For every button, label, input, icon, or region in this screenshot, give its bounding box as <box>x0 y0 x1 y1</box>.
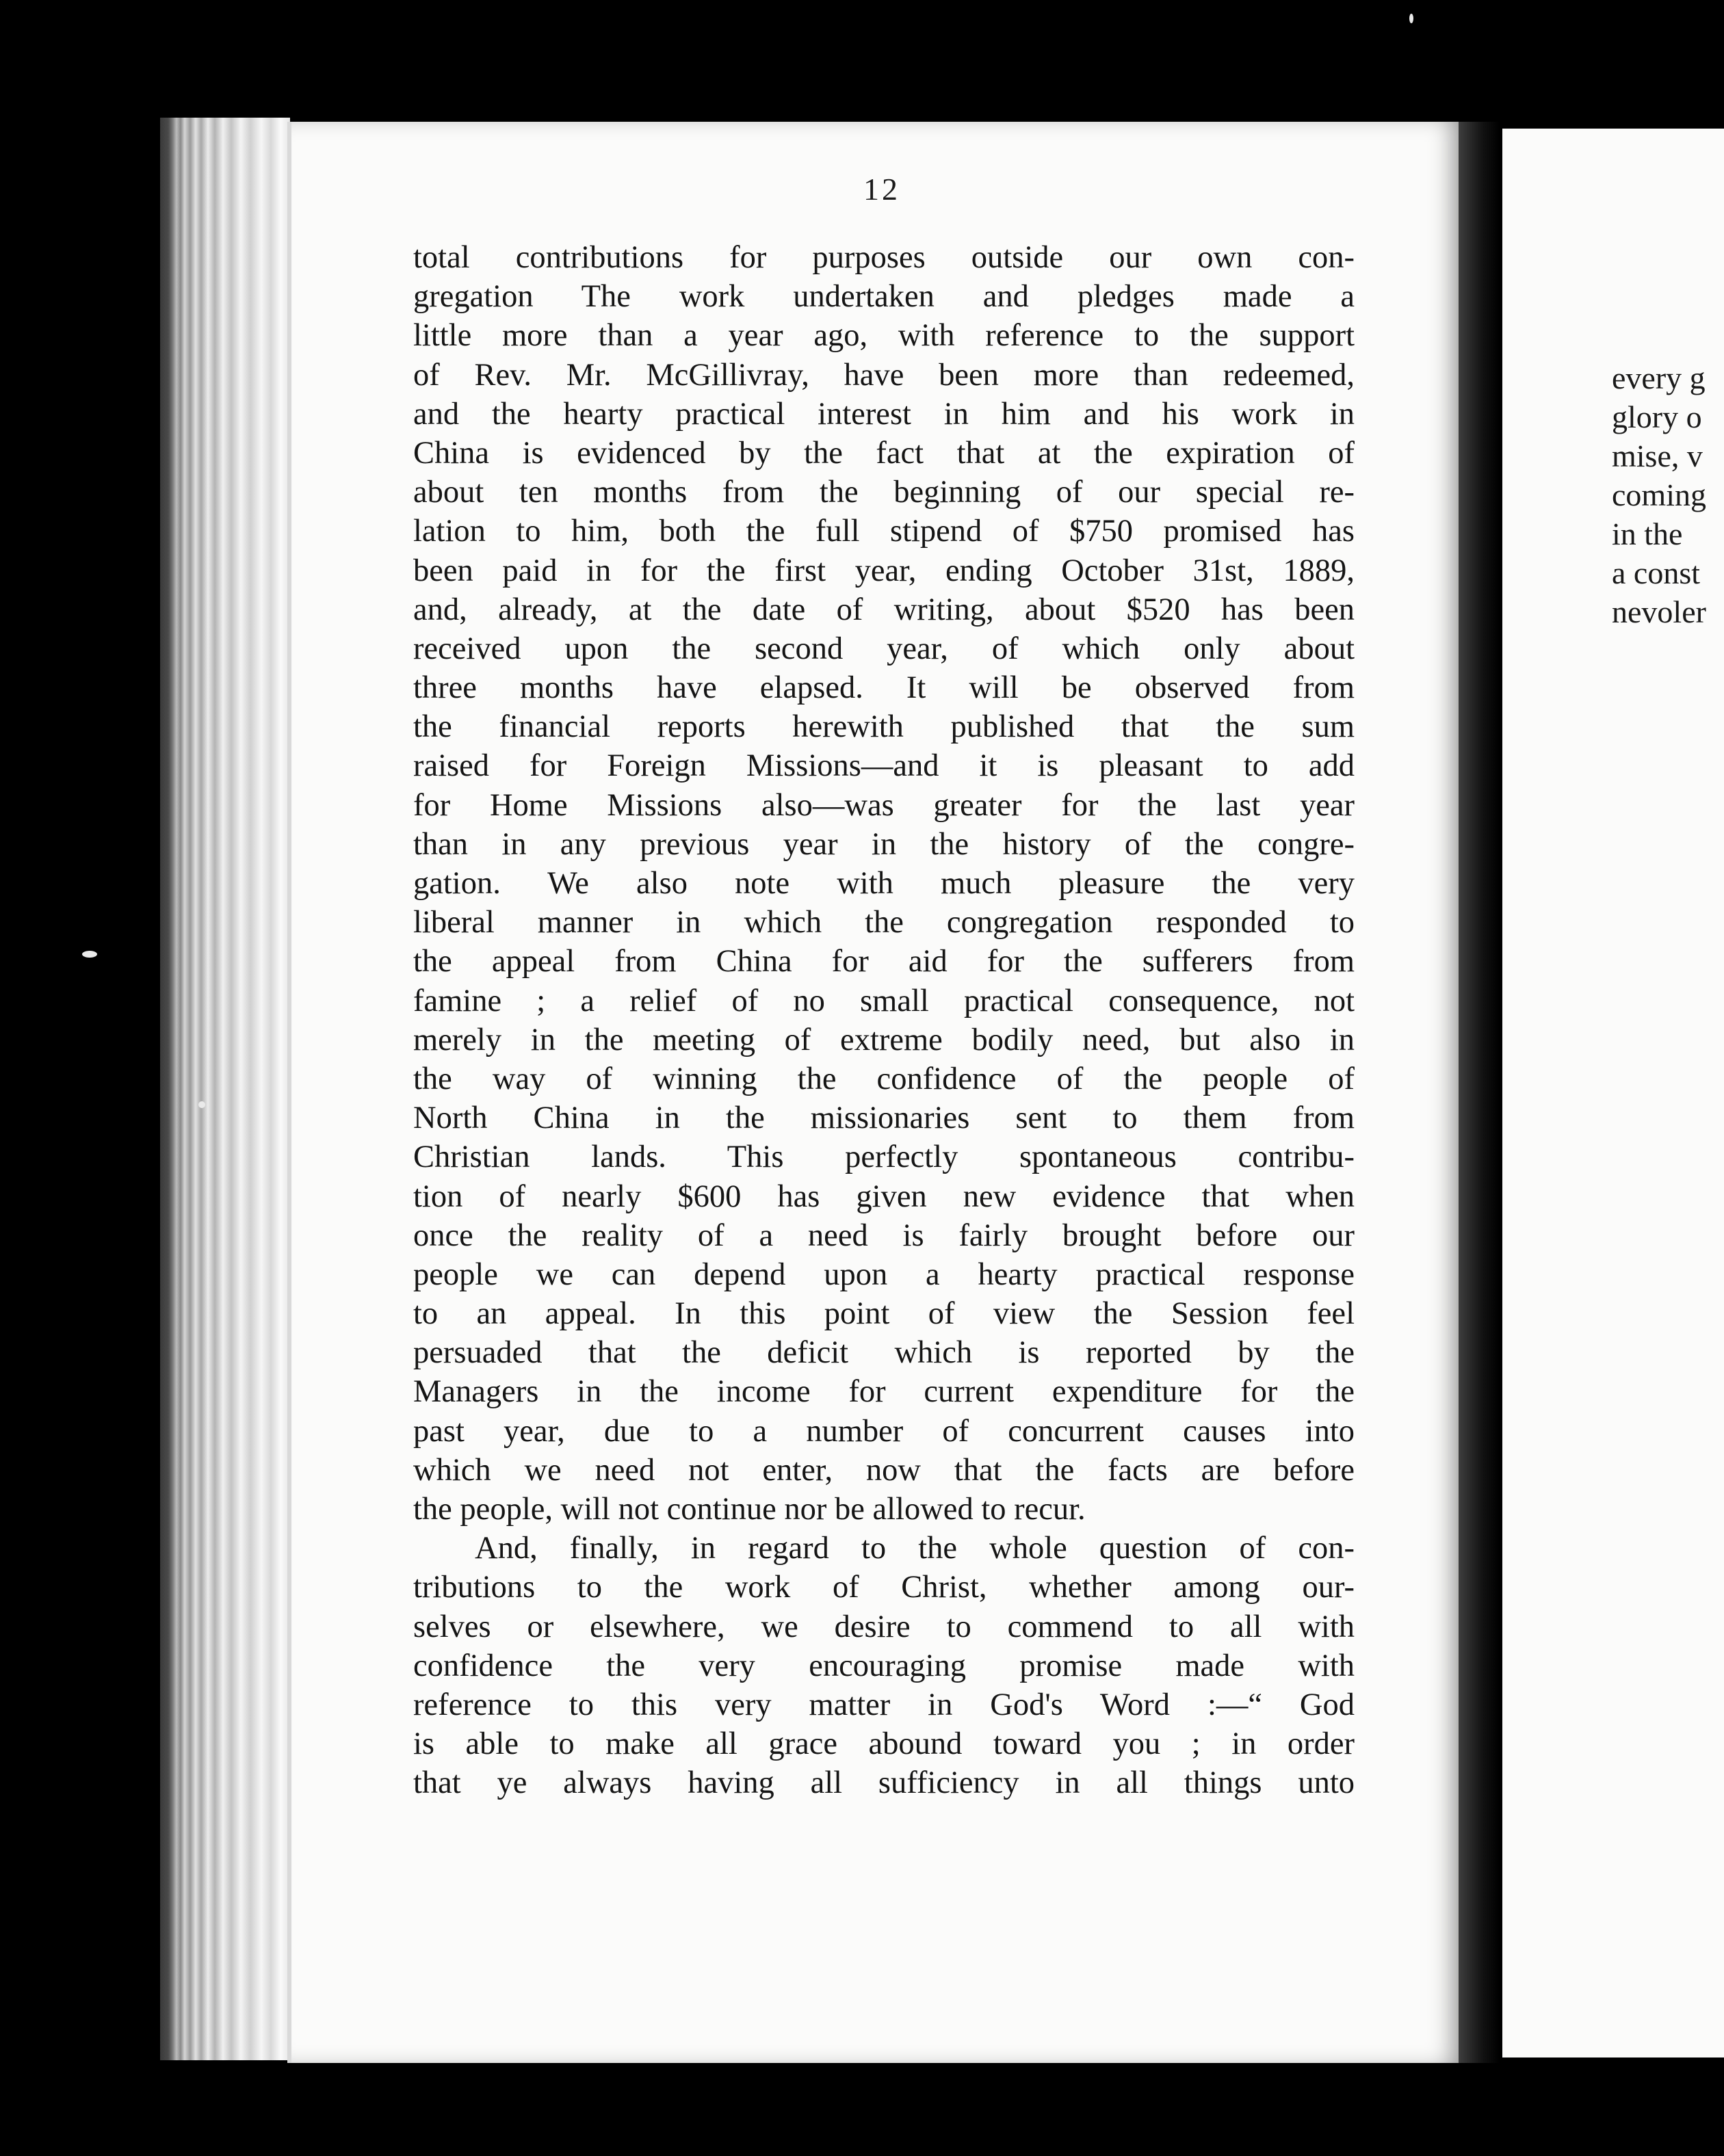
facing-line: coming <box>1612 477 1706 512</box>
text-line: lation to him, both the full stipend of $750 promised has <box>413 514 1355 549</box>
text-line: tion of nearly $600 has given new evidence that when <box>413 1179 1355 1214</box>
text-line: is able to make all grace abound toward you ; in order <box>413 1726 1355 1762</box>
text-line: reference to this very matter in God's Word :—“ God <box>413 1687 1355 1722</box>
text-line: about ten months from the beginning of our special re- <box>413 475 1355 510</box>
facing-line: nevoler <box>1612 594 1706 629</box>
text-line: than in any previous year in the history of the congre- <box>413 826 1355 862</box>
text-line: gregation The work undertaken and pledges made a <box>413 279 1355 315</box>
text-line: liberal manner in which the congregation responded to <box>413 905 1355 941</box>
facing-line: glory o <box>1612 399 1702 434</box>
page-number: 12 <box>863 172 900 207</box>
text-line: to an appeal. In this point of view the Session feel <box>413 1296 1355 1332</box>
text-line: Christian lands. This perfectly spontaneous contribu- <box>413 1140 1355 1175</box>
text-line: merely in the meeting of extreme bodily need, but also in <box>413 1022 1355 1057</box>
text-line: Managers in the income for current expenditure for the <box>413 1374 1355 1410</box>
text-line: raised for Foreign Missions—and it is pleasant to add <box>413 748 1355 784</box>
text-line: past year, due to a number of concurrent causes into <box>413 1413 1355 1449</box>
text-line: gation. We also note with much pleasure the very <box>413 866 1355 901</box>
facing-line: every g <box>1612 360 1706 395</box>
book-gutter <box>1459 122 1500 2063</box>
facing-page <box>1502 129 1724 2058</box>
text-line: received upon the second year, of which only about <box>413 631 1355 666</box>
text-line: confidence the very encouraging promise made with <box>413 1648 1355 1683</box>
facing-line: mise, v <box>1612 438 1703 473</box>
text-line: that ye always having all sufficiency in all things unto <box>413 1765 1355 1801</box>
facing-line: a const <box>1612 555 1701 590</box>
text-line: and the hearty practical interest in him and his work in <box>413 396 1355 432</box>
text-line: persuaded that the deficit which is reported by the <box>413 1335 1355 1371</box>
scan-speck <box>82 951 97 958</box>
text-line: tributions to the work of Christ, whether among our- <box>413 1570 1355 1605</box>
text-line: the way of winning the confidence of the people of <box>413 1061 1355 1096</box>
text-line: once the reality of a need is fairly brought before our <box>413 1218 1355 1253</box>
text-line: been paid in for the first year, ending October 31st, 1889, <box>413 553 1355 588</box>
text-line: and, already, at the date of writing, about $520 has been <box>413 592 1355 627</box>
text-line: And, finally, in regard to the whole question of con- <box>475 1531 1355 1566</box>
facing-page-text <box>1612 358 1706 631</box>
text-line: of Rev. Mr. McGillivray, have been more than redeemed, <box>413 357 1355 393</box>
text-line: famine ; a relief of no small practical consequence, not <box>413 983 1355 1018</box>
text-line: China is evidenced by the fact that at the expiration of <box>413 435 1355 471</box>
text-line: the financial reports herewith published that the sum <box>413 709 1355 745</box>
text-line: the appeal from China for aid for the sufferers from <box>413 944 1355 980</box>
text-line: North China in the missionaries sent to them from <box>413 1101 1355 1136</box>
text-line: total contributions for purposes outside our own con- <box>413 240 1355 275</box>
facing-line: in the <box>1612 516 1683 551</box>
text-line: people we can depend upon a hearty practical response <box>413 1257 1355 1292</box>
book-page-edges <box>160 118 290 2060</box>
text-line: which we need not enter, now that the facts are before <box>413 1452 1355 1488</box>
scan-speck <box>1409 14 1413 23</box>
scan-speck <box>198 1101 205 1108</box>
text-line: for Home Missions also—was greater for the last year <box>413 787 1355 823</box>
body-text <box>413 238 1355 1803</box>
text-line: three months have elapsed. It will be observed from <box>413 670 1355 706</box>
text-line: the people, will not continue nor be allowed to recur. <box>413 1492 1086 1527</box>
text-line: selves or elsewhere, we desire to commend to all with <box>413 1609 1355 1644</box>
text-line: little more than a year ago, with reference to the support <box>413 318 1355 354</box>
